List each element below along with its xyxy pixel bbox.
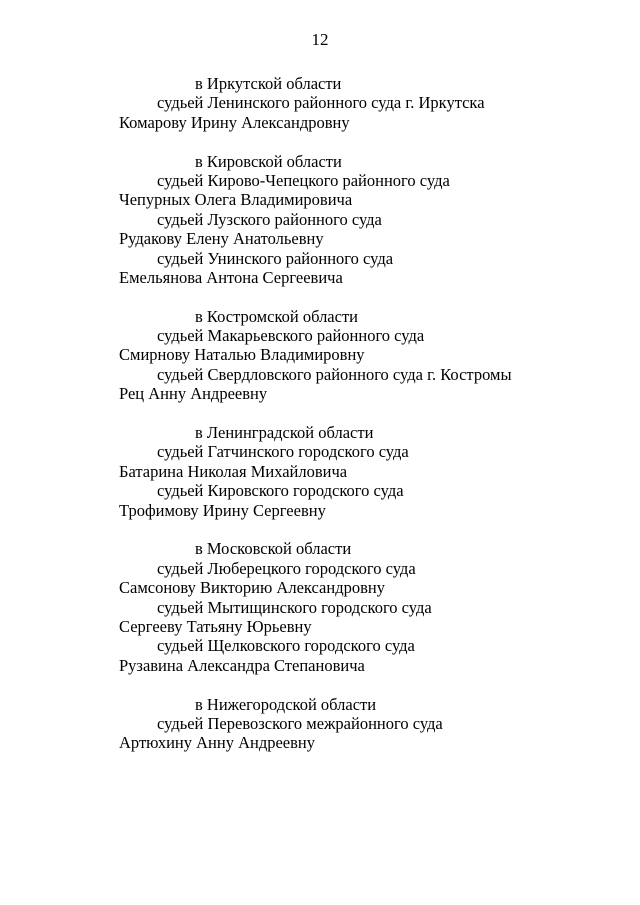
person-name: Емельянова Антона Сергеевича: [119, 267, 343, 287]
person-name: Рузавина Александра Степановича: [119, 655, 365, 675]
court-line: судьей Макарьевского районного суда: [157, 326, 425, 346]
person-name: Самсонову Викторию Александровну: [119, 578, 385, 598]
person-name: Трофимову Ирину Сергеевну: [119, 500, 326, 520]
court-line: судьей Лузского районного суда: [157, 209, 382, 229]
page-number: 12: [311, 30, 329, 49]
court-line: судьей Унинского районного суда: [157, 248, 394, 268]
region-heading: в Иркутской области: [195, 74, 342, 93]
person-name: Батарина Николая Михайловича: [119, 461, 348, 481]
section-nizhny-novgorod: [119, 695, 619, 753]
person-name: Артюхину Анну Андреевну: [119, 733, 315, 753]
person-name: Чепурных Олега Владимировича: [119, 190, 353, 210]
person-name: Рец Анну Андреевну: [119, 384, 268, 404]
person-name: Комарову Ирину Александровну: [119, 112, 350, 132]
court-line: судьей Гатчинского городского суда: [157, 442, 409, 462]
section-leningrad: [119, 423, 619, 520]
person-name: Смирнову Наталью Владимировну: [119, 345, 365, 365]
region-heading: в Московской области: [195, 539, 352, 559]
court-line: судьей Свердловского районного суда г. Костромы: [157, 364, 512, 384]
court-line: судьей Перевозского межрайонного суда: [157, 713, 443, 733]
court-line: судьей Кировского городского суда: [157, 481, 404, 501]
section-irkutsk: [119, 74, 619, 132]
court-line: судьей Ленинского районного суда г. Иркутска: [157, 93, 485, 113]
section-kostroma: [119, 307, 619, 404]
person-name: Сергееву Татьяну Юрьевну: [119, 616, 312, 636]
section-kirov: [119, 152, 619, 288]
court-line: судьей Щелковского городского суда: [157, 636, 415, 656]
person-name: Рудакову Елену Анатольевну: [119, 229, 324, 249]
region-heading: в Нижегородской области: [195, 694, 377, 714]
court-line: судьей Кирово-Чепецкого районного суда: [157, 170, 450, 190]
court-line: судьей Мытищинского городского суда: [157, 597, 432, 617]
document-body: [119, 74, 619, 772]
region-heading: в Кировской области: [195, 151, 342, 171]
section-moscow: [119, 539, 619, 675]
court-line: судьей Люберецкого городского суда: [157, 558, 416, 578]
region-heading: в Ленинградской области: [195, 423, 374, 443]
region-heading: в Костромской области: [195, 306, 358, 326]
